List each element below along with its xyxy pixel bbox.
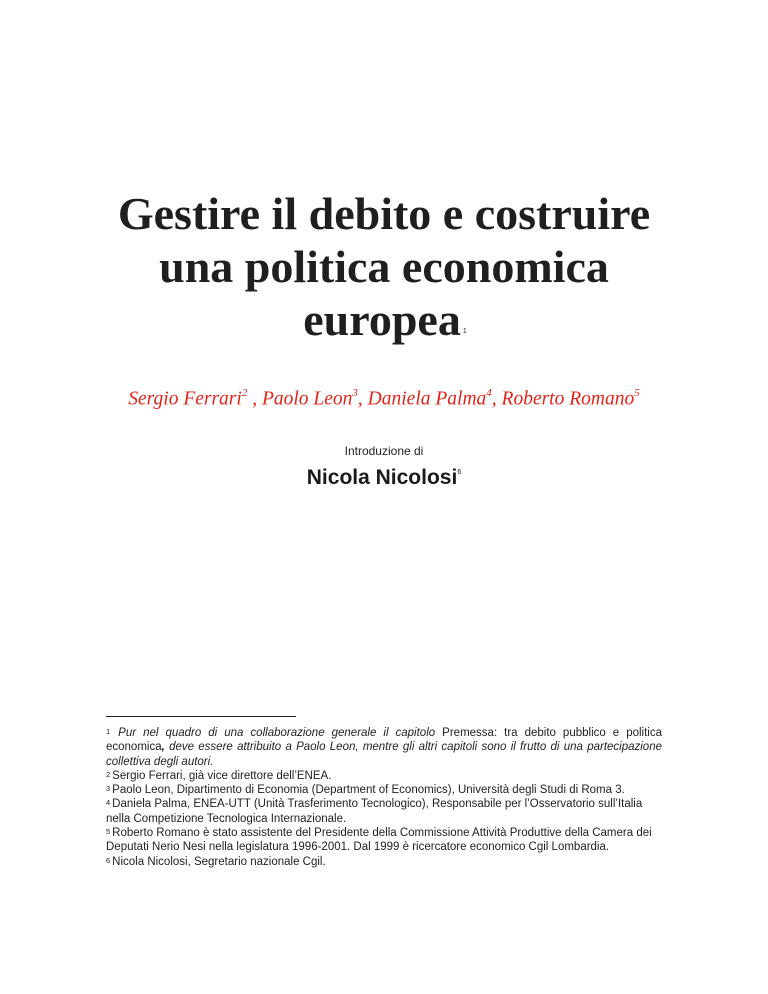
author-footnote-ref[interactable]: 4 [486,387,492,399]
footnote-number: 5 [106,827,111,837]
footnote-3 [106,783,662,797]
introduction-label: Introduzione di [344,444,424,458]
author-footnote-ref[interactable]: 2 [241,387,248,399]
title-footnote-ref[interactable]: 1 [462,328,467,335]
title-line-3-text: europea [303,294,461,345]
title-line-2: una politica economica [159,241,609,292]
author-list [0,388,768,411]
footnote-1-text-b: deve essere attribuito a Paolo Leon, mentre gli altri capitoli sono il frutto di una partecipazione collettiva degli autori. [106,741,662,768]
introduction-author-name: Nicola Nicolosi [306,466,458,489]
title-line-1: Gestire il debito e costruire [117,188,651,239]
footnote-text: Roberto Romano è stato assistente del Presidente della Commissione Attività Produttive della Camera dei Deputati Nerio Nesi nella legislatura 1996-2001. Dal 1999 è ricercatore economico Cgil Lombardia. [106,827,652,854]
footnote-number: 1 [106,727,111,736]
author-footnote-ref[interactable]: 3 [352,387,358,399]
author-separator: , [491,388,502,410]
footnotes-section [106,726,662,869]
footnote-1-comma: , [161,741,165,754]
footnote-number: 6 [106,855,111,865]
document-title [0,187,768,360]
footnote-5 [106,826,662,855]
footnote-number: 2 [106,769,111,779]
author-name: Daniela Palma [367,388,487,410]
footnote-text: Nicola Nicolosi, Segretario nazionale Cgil. [112,855,326,868]
footnote-text: Paolo Leon, Dipartimento di Economia (Department of Economics), Università degli Studi di Roma 3. [112,784,625,797]
footnote-1-chapter-title: Premessa: tra debito pubblico e politica economica [106,727,662,754]
author-separator: , [247,388,262,410]
author-footnote-ref[interactable]: 5 [634,387,640,399]
footnote-6 [106,855,662,869]
footnote-text: Daniela Palma, ENEA-UTT (Unità Trasferimento Tecnologico), Responsabile per l’Osservatorio sull’Italia nella Competizione Tecnologica Internazionale. [106,798,643,825]
introduction-author [0,466,768,490]
footnote-1 [106,726,662,769]
author-separator: , [357,388,368,410]
footnote-separator [106,716,296,717]
introduction-footnote-ref[interactable]: 6 [457,469,462,476]
footnote-2 [106,769,662,783]
footnote-text: Sergio Ferrari, già vice direttore dell’ENEA. [112,769,332,782]
footnote-number: 3 [106,784,111,794]
footnote-1-text-a: Pur nel quadro di una collaborazione generale il capitolo [118,727,436,739]
author-name: Paolo Leon [261,388,353,410]
footnote-number: 4 [106,798,111,808]
author-name: Roberto Romano [501,388,635,410]
footnote-4 [106,797,662,826]
title-line-3 [0,293,768,360]
author-name: Sergio Ferrari [128,388,242,410]
